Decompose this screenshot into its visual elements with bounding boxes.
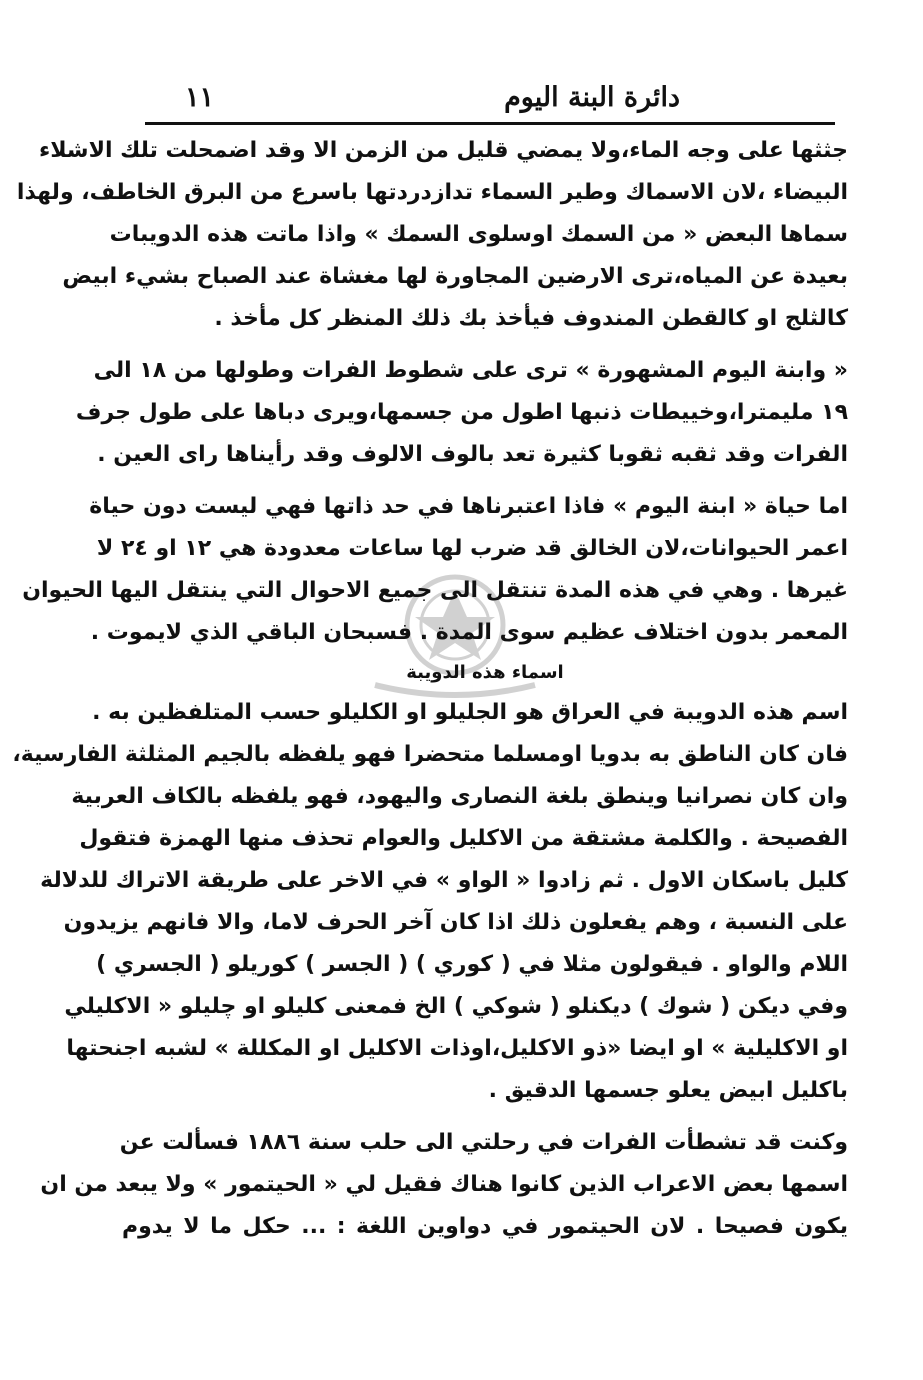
text-line: بعيدة عن المياه،ترى الارضين المجاورة لها مغشاة عند الصباح بشيء ابيض <box>62 264 848 289</box>
page-header <box>150 70 830 120</box>
text-line: غيرها . وهي في هذه المدة تنتقل الى جميع الاحوال التي ينتقل اليها الحيوان <box>22 578 848 603</box>
section-heading: اسماء هذه الدويبة <box>406 662 564 683</box>
text-line: اسمها بعض الاعراب الذين كانوا هناك فقيل لي « الحيتمور » ولا يبعد من ان <box>40 1172 848 1197</box>
text-line: باكليل ابيض يعلو جسمها الدقيق . <box>488 1078 848 1103</box>
text-line: اعمر الحيوانات،لان الخالق قد ضرب لها ساعات معدودة هي ١٢ او ٢٤ لا <box>96 536 848 561</box>
text-line: البيضاء ،لان الاسماك وطير السماء تدازدردتها باسرع من البرق الخاطف، ولهذا <box>16 180 848 205</box>
text-line: او الاكليلية » او ايضا «ذو الاكليل،اوذات الاكليل او المكللة » لشبه اجنحتها <box>66 1036 848 1061</box>
text-line: جثثها على وجه الماء،ولا يمضي قليل من الزمن الا وقد اضمحلت تلك الاشلاء <box>38 138 848 163</box>
text-line: « وابنة اليوم المشهورة » ترى على شطوط الفرات وطولها من ١٨ الى <box>93 358 848 383</box>
text-line: الفصيحة . والكلمة مشتقة من الاكليل والعوام تحذف منها الهمزة فتقول <box>79 826 848 851</box>
text-line: على النسبة ، وهم يفعلون ذلك اذا كان آخر الحرف لاما، والا فانهم يزيدون <box>63 910 848 935</box>
text-line: وفي ديكن ( شوك ) ديكنلو ( شوكي ) الخ فمعنى كليلو او چليلو « الاكليلي <box>64 994 848 1019</box>
text-line: كالثلج او كالقطن المندوف فيأخذ بك ذلك المنظر كل مأخذ . <box>214 306 848 331</box>
text-line: الفرات وقد ثقبه ثقوبا كثيرة تعد بالوف الالوف وقد رأيناها راى العين . <box>97 442 848 467</box>
text-line: وكنت قد تشطأت الفرات في رحلتي الى حلب سنة ١٨٨٦ فسألت عن <box>119 1130 848 1155</box>
text-line: ١٩ مليمترا،وخييطات ذنبها اطول من جسمها،ويرى دباها على طول جرف <box>75 400 848 425</box>
text-line: اما حياة « ابنة اليوم » فاذا اعتبرناها في حد ذاتها فهي ليست دون حياة <box>89 494 848 519</box>
text-line: كليل باسكان الاول . ثم زادوا « الواو » في الاخر على طريقة الاتراك للدلالة <box>40 868 848 893</box>
body-text <box>12 130 848 1248</box>
text-line: وان كان نصرانيا وينطق بلغة النصارى واليهود، فهو يلفظه بالكاف العربية <box>71 784 848 809</box>
text-line: فان كان الناطق به بدويا اومسلما متحضرا فهو يلفظه بالجيم المثلثة الفارسية، <box>12 742 848 767</box>
text-line: سماها البعض « من السمك اوسلوى السمك » واذا ماتت هذه الدويبات <box>109 222 848 247</box>
text-line: المعمر بدون اختلاف عظيم سوى المدة . فسبحان الباقي الذي لايموت . <box>90 620 848 645</box>
text-line: اللام والواو . فيقولون مثلا في ( كوري ) ( الجسر ) كوريلو ( الجسري ) <box>96 952 848 977</box>
running-title: دائرة البنة اليوم <box>504 82 680 113</box>
page-number: ١١ <box>185 82 215 113</box>
header-rule <box>145 122 835 125</box>
text-line: يكون فصيحا . لان الحيتمور في دواوين اللغة : ... حكل ما لا يدوم <box>122 1214 848 1239</box>
text-line: اسم هذه الدويبة في العراق هو الجليلو او الكليلو حسب المتلفظين به . <box>92 700 848 725</box>
